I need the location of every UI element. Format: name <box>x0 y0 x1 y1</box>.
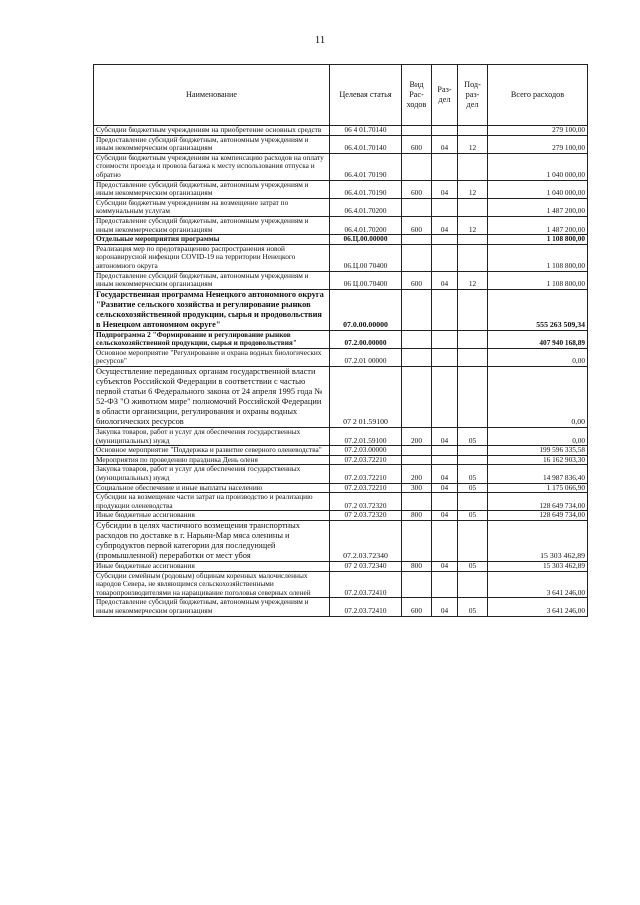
row-target-article: 07.2.01.59100 <box>330 428 402 446</box>
row-total: 1 487 200,00 <box>488 216 588 234</box>
row-total: 3 641 246,00 <box>488 571 588 598</box>
table-row <box>94 198 588 216</box>
row-section: 04 <box>432 428 458 446</box>
page-number: 11 <box>314 34 326 46</box>
row-subsection <box>458 348 488 366</box>
row-target-article: 07.2.03.72410 <box>330 571 402 598</box>
row-subsection <box>458 198 488 216</box>
row-expense-type <box>402 126 432 136</box>
row-target-article: 07.2 03.72320 <box>330 493 402 511</box>
row-expense-type: 800 <box>402 562 432 572</box>
row-total: 555 263 509,34 <box>488 289 588 330</box>
row-subsection <box>458 244 488 271</box>
table-row <box>94 571 588 598</box>
row-expense-type <box>402 367 432 428</box>
row-name: Предоставление субсидий бюджетным, автономным учреждениям и иным некоммерческим организациям <box>94 271 330 289</box>
table-row <box>94 289 588 330</box>
row-expense-type <box>402 455 432 465</box>
row-subsection <box>458 330 488 348</box>
row-target-article: 07.2.01 00000 <box>330 348 402 366</box>
table-row <box>94 598 588 616</box>
table-row <box>94 446 588 456</box>
row-name: Подпрограмма 2 "Формирование и регулирование рынков сельскохозяйственной продукции, сырья и продовольствия" <box>94 330 330 348</box>
table-row <box>94 135 588 153</box>
table-row <box>94 465 588 483</box>
row-subsection: 05 <box>458 465 488 483</box>
row-section <box>432 367 458 428</box>
row-expense-type: 600 <box>402 598 432 616</box>
row-name: Субсидии бюджетным учреждениям на приобретение основных средств <box>94 126 330 136</box>
row-target-article: 07.2.03.72340 <box>330 521 402 562</box>
row-total: 1 108 800,00 <box>488 271 588 289</box>
row-total: 128 649 734,00 <box>488 511 588 521</box>
row-section <box>432 235 458 245</box>
row-subsection <box>458 446 488 456</box>
row-section: 04 <box>432 216 458 234</box>
row-target-article: 07.2.00.00000 <box>330 330 402 348</box>
row-total: 279 100,00 <box>488 135 588 153</box>
table-row <box>94 348 588 366</box>
table-row <box>94 235 588 245</box>
row-target-article: 07 2 01.59100 <box>330 367 402 428</box>
row-expense-type: 600 <box>402 271 432 289</box>
row-name: Мероприятия по проведению праздника День оленя <box>94 455 330 465</box>
row-subsection: 12 <box>458 271 488 289</box>
row-expense-type: 600 <box>402 216 432 234</box>
row-subsection <box>458 455 488 465</box>
row-total: 1 040 000,00 <box>488 153 588 180</box>
row-name: Субсидии семейным (родовым) общинам коренных малочисленных народов Севера, не являющимся сельскохозяйственными товаропроизводителями на наращивание поголовья северных оленей <box>94 571 330 598</box>
row-expense-type <box>402 493 432 511</box>
table-row <box>94 153 588 180</box>
row-total: 407 940 168,89 <box>488 330 588 348</box>
header-subsection: Под- раз- дел <box>458 65 488 126</box>
table-row <box>94 126 588 136</box>
row-section: 04 <box>432 271 458 289</box>
row-subsection <box>458 367 488 428</box>
row-total: 1 108 800,00 <box>488 244 588 271</box>
row-name: Субсидии в целях частичного возмещения транспортных расходов по доставке в г. Нарьян-Мар мяса оленины и субпродуктов первой категории для последующей (промышленной) переработки от мест убоя <box>94 521 330 562</box>
row-name: Государственная программа Ненецкого автономного округа "Развитие сельского хозяйства и регулирование рынков сельскохозяйственной продукции, сырья и продовольствия в Ненецком автономном округе" <box>94 289 330 330</box>
row-expense-type: 300 <box>402 483 432 493</box>
row-subsection: 05 <box>458 598 488 616</box>
row-expense-type <box>402 289 432 330</box>
row-total: 0,00 <box>488 367 588 428</box>
row-name: Предоставление субсидий бюджетным, автономным учреждениям и иным некоммерческим организациям <box>94 180 330 198</box>
row-expense-type <box>402 521 432 562</box>
row-target-article: 06.4.01.70140 <box>330 135 402 153</box>
row-total: 16 162 903,30 <box>488 455 588 465</box>
row-target-article: 06 4 01.70140 <box>330 126 402 136</box>
row-target-article: 07 2 03.72340 <box>330 562 402 572</box>
row-total: 3 641 246,00 <box>488 598 588 616</box>
row-name: Основное мероприятие "Регулирование и охрана водных биологических ресурсов" <box>94 348 330 366</box>
row-section <box>432 521 458 562</box>
row-section: 04 <box>432 180 458 198</box>
row-expense-type <box>402 446 432 456</box>
row-section: 04 <box>432 465 458 483</box>
row-subsection <box>458 493 488 511</box>
budget-table <box>93 64 588 617</box>
row-name: Закупка товаров, работ и услуг для обеспечения государственных (муниципальных) нужд <box>94 465 330 483</box>
row-expense-type <box>402 571 432 598</box>
row-section: 04 <box>432 562 458 572</box>
row-expense-type <box>402 153 432 180</box>
row-subsection <box>458 153 488 180</box>
row-total: 128 649 734,00 <box>488 493 588 511</box>
row-section <box>432 455 458 465</box>
table-row <box>94 511 588 521</box>
row-section <box>432 493 458 511</box>
table-row <box>94 330 588 348</box>
row-subsection: 12 <box>458 216 488 234</box>
row-name: Отдельные мероприятия программы <box>94 235 330 245</box>
table-row <box>94 180 588 198</box>
row-total: 1 108 800,00 <box>488 235 588 245</box>
row-section <box>432 571 458 598</box>
row-name: Иные бюджетные ассигнования <box>94 511 330 521</box>
row-subsection: 05 <box>458 511 488 521</box>
row-target-article: 06.Ц.00.00000 <box>330 235 402 245</box>
row-target-article: 07.2.03.72410 <box>330 598 402 616</box>
row-total: 1 175 066,90 <box>488 483 588 493</box>
row-name: Субсидии бюджетным учреждениям на возмещение затрат по коммунальным услугам <box>94 198 330 216</box>
row-expense-type: 600 <box>402 135 432 153</box>
row-name: Социальное обеспечение и иные выплаты населению <box>94 483 330 493</box>
table-row <box>94 521 588 562</box>
header-expense-type: Вид Рас- ходов <box>402 65 432 126</box>
row-section: 04 <box>432 483 458 493</box>
row-name: Субсидии бюджетным учреждениям на компенсацию расходов на оплату стоимости проезда и провоза багажа к месту использования отпуска и обратно <box>94 153 330 180</box>
header-name: Наименование <box>94 65 330 126</box>
header-total: Всего расходов <box>488 65 588 126</box>
row-subsection <box>458 235 488 245</box>
row-target-article: 06.4.01 70190 <box>330 153 402 180</box>
table-row <box>94 367 588 428</box>
row-target-article: 07.2.03.00000 <box>330 446 402 456</box>
row-name: Основное мероприятие "Поддержка и развитие северного оленеводства" <box>94 446 330 456</box>
row-subsection: 05 <box>458 428 488 446</box>
row-expense-type: 200 <box>402 465 432 483</box>
row-name: Иные бюджетные ассигнования <box>94 562 330 572</box>
row-subsection: 05 <box>458 483 488 493</box>
row-section: 04 <box>432 511 458 521</box>
row-subsection <box>458 289 488 330</box>
row-section <box>432 289 458 330</box>
row-target-article: 07.0.00.00000 <box>330 289 402 330</box>
row-name: Реализация мер по предотвращению распространения новой коронавирусной инфекции COVID-19 на территории Ненецкого автономного округа <box>94 244 330 271</box>
row-target-article: 07.2.03.72210 <box>330 455 402 465</box>
row-target-article: 07.2.03.72210 <box>330 465 402 483</box>
row-target-article: 07 2.03.72320 <box>330 511 402 521</box>
row-total: 15 303 462,89 <box>488 562 588 572</box>
row-total: 1 487 200,00 <box>488 198 588 216</box>
header-section: Раз- дел <box>432 65 458 126</box>
row-name: Закупка товаров, работ и услуг для обеспечения государственных (муниципальных) нужд <box>94 428 330 446</box>
row-expense-type <box>402 235 432 245</box>
table-row <box>94 428 588 446</box>
row-target-article: 07.2.03.72210 <box>330 483 402 493</box>
row-section: 04 <box>432 598 458 616</box>
row-total: 0,00 <box>488 428 588 446</box>
row-section <box>432 348 458 366</box>
row-name: Предоставление субсидий бюджетным, автономным учреждениям и иным некоммерческим организациям <box>94 216 330 234</box>
row-total: 199 596 335,58 <box>488 446 588 456</box>
table-row <box>94 493 588 511</box>
row-subsection: 12 <box>458 180 488 198</box>
row-name: Осуществление переданных органам государственной власти субъектов Российской Федерации в соответствии с частью первой статьи 6 Федерального закона от 24 апреля 1995 года № 52-ФЗ "О животном мире" полномочий Российской Федерации в области организации, регулирования и охраны водных биологических ресурсов <box>94 367 330 428</box>
row-section <box>432 446 458 456</box>
row-subsection <box>458 126 488 136</box>
row-section: 04 <box>432 135 458 153</box>
row-total: 15 303 462,89 <box>488 521 588 562</box>
row-subsection <box>458 521 488 562</box>
row-total: 0,00 <box>488 348 588 366</box>
row-subsection: 05 <box>458 562 488 572</box>
row-expense-type: 800 <box>402 511 432 521</box>
row-total: 1 040 000,00 <box>488 180 588 198</box>
table-row <box>94 271 588 289</box>
row-expense-type <box>402 348 432 366</box>
row-expense-type: 600 <box>402 180 432 198</box>
row-subsection <box>458 571 488 598</box>
row-section <box>432 330 458 348</box>
row-section <box>432 244 458 271</box>
row-total: 14 987 836,40 <box>488 465 588 483</box>
table-header-row <box>94 65 588 126</box>
row-subsection: 12 <box>458 135 488 153</box>
row-name: Предоставление субсидий бюджетным, автономным учреждениям и иным некоммерческим организациям <box>94 598 330 616</box>
row-section <box>432 126 458 136</box>
row-section <box>432 153 458 180</box>
row-target-article: 06.4.01.70190 <box>330 180 402 198</box>
row-total: 279 100,00 <box>488 126 588 136</box>
row-expense-type <box>402 198 432 216</box>
row-target-article: 06.4.01.70200 <box>330 216 402 234</box>
header-target-article: Целевая статья <box>330 65 402 126</box>
row-name: Субсидии на возмещение части затрат на производство и реализацию продукции оленеводства <box>94 493 330 511</box>
row-section <box>432 198 458 216</box>
row-target-article: 06.Ц.00 70400 <box>330 244 402 271</box>
row-expense-type: 200 <box>402 428 432 446</box>
table-row <box>94 244 588 271</box>
table-row <box>94 216 588 234</box>
row-target-article: 06 Ц.00.70400 <box>330 271 402 289</box>
row-target-article: 06.4.01.70200 <box>330 198 402 216</box>
row-expense-type <box>402 244 432 271</box>
table-row <box>94 562 588 572</box>
row-name: Предоставление субсидий бюджетным, автономным учреждениям и иным некоммерческим организациям <box>94 135 330 153</box>
row-expense-type <box>402 330 432 348</box>
